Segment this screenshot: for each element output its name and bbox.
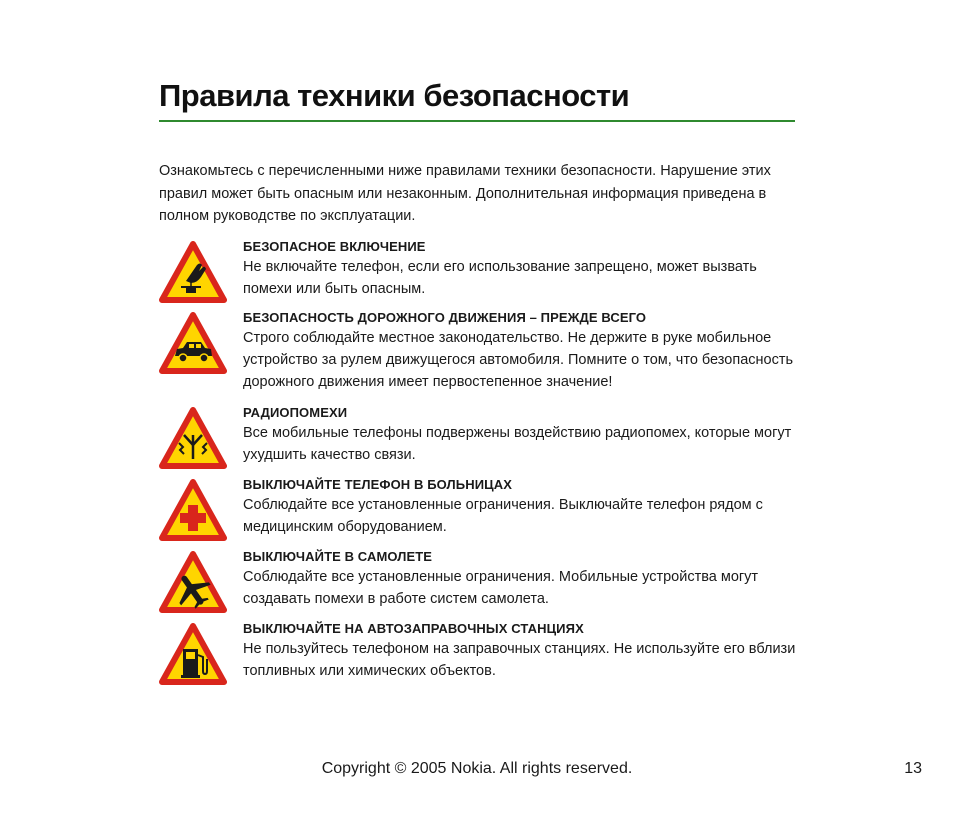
title-divider [159, 120, 795, 122]
rule-heading: ВЫКЛЮЧАЙТЕ НА АВТОЗАПРАВОЧНЫХ СТАНЦИЯХ [243, 621, 584, 636]
rule-heading: РАДИОПОМЕХИ [243, 405, 348, 420]
rule-body: Не включайте телефон, если его использование запрещено, может вызвать помехи или быть опасным. [243, 259, 757, 297]
footer-copyright: Copyright © 2005 Nokia. All rights reserved. [321, 760, 633, 777]
rule-body: Все мобильные телефоны подвержены воздействию радиопомех, которые могут ухудшить качество связи. [243, 425, 792, 463]
page-number: 13 [904, 760, 922, 777]
red-cross-icon [159, 479, 227, 541]
rule-heading: БЕЗОПАСНОСТЬ ДОРОЖНОГО ДВИЖЕНИЯ – ПРЕЖДЕ ВСЕГО [243, 310, 647, 325]
interference-antenna-icon [159, 407, 227, 469]
intro-paragraph: Ознакомьтесь с перечисленными ниже правилами техники безопасности. Нарушение этих правил может быть опасным или незаконным. Дополнительная информация приведена в полном руководстве по эксплуатации. [159, 163, 771, 224]
page-title: Правила техники безопасности [159, 78, 630, 113]
rule-body: Соблюдайте все установленные ограничения. Выключайте телефон рядом с медицинским оборудованием. [243, 497, 763, 535]
car-icon [159, 312, 227, 374]
rule-heading: ВЫКЛЮЧАЙТЕ В САМОЛЕТЕ [243, 549, 433, 564]
airplane-icon [159, 551, 227, 613]
rule-body: Не пользуйтесь телефоном на заправочных станциях. Не используйте его вблизи топливных или химических объектов. [243, 641, 796, 679]
rule-body: Соблюдайте все установленные ограничения. Мобильные устройства могут создавать помехи в работе систем самолета. [243, 569, 759, 607]
hand-switch-on-icon [159, 241, 227, 303]
rule-body: Строго соблюдайте местное законодательство. Не держите в руке мобильное устройство за рулем движущегося автомобиля. Помните о том, что безопасность дорожного движения имеет первостепенное значение! [243, 330, 794, 390]
fuel-pump-icon [159, 623, 227, 685]
rule-heading: БЕЗОПАСНОЕ ВКЛЮЧЕНИЕ [243, 239, 426, 254]
rule-heading: ВЫКЛЮЧАЙТЕ ТЕЛЕФОН В БОЛЬНИЦАХ [243, 477, 512, 492]
